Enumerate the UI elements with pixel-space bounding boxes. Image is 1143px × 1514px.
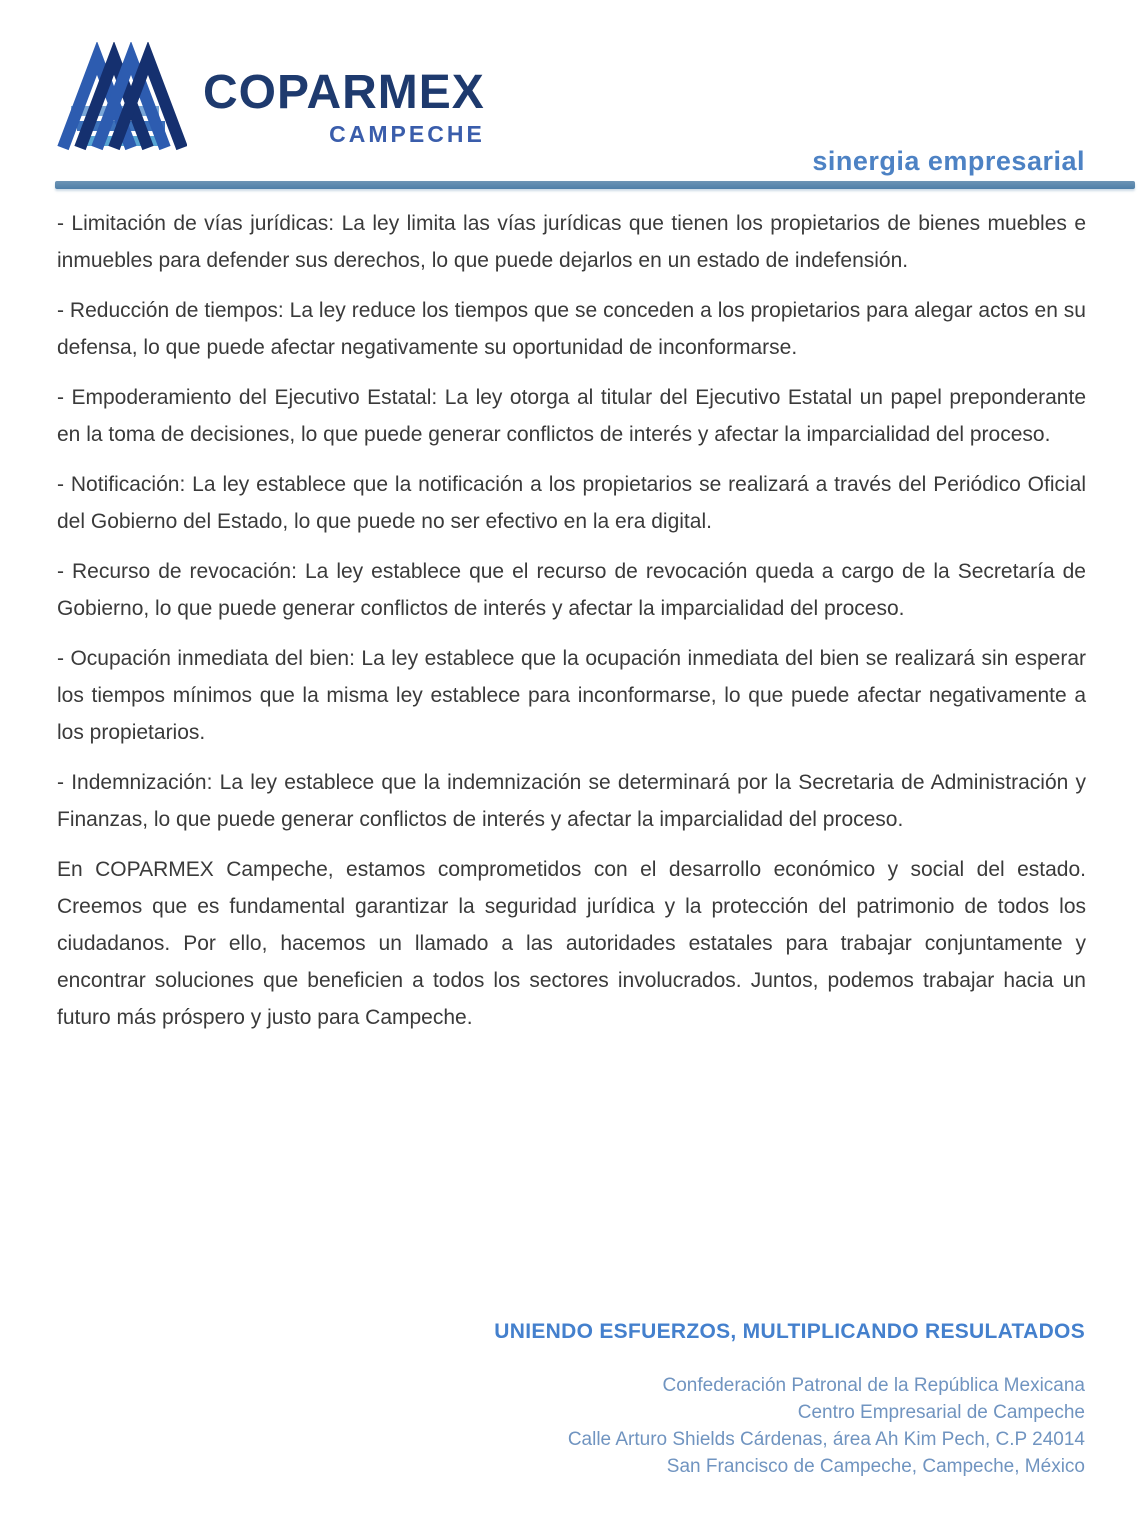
brand-sub-name: CAMPECHE [329,121,485,148]
brand-name: COPARMEX [203,66,485,119]
paragraph-limitacion-vias: - Limitación de vías jurídicas: La ley limita las vías jurídicas que tienen los propietarios de bienes muebles e inmuebles para defender sus derechos, lo que puede dejarlos en un estado de indefensión. [57,212,1086,272]
footer-slogan: UNIENDO ESFUERZOS, MULTIPLICANDO RESULATADOS [494,1320,1085,1343]
paragraph-reduccion-tiempos: - Reducción de tiempos: La ley reduce los tiempos que se conceden a los propietarios para alegar actos en su defensa, lo que puede afectar negativamente su oportunidad de inconformarse. [57,299,1086,359]
paragraph-indemnizacion: - Indemnización: La ley establece que la indemnización se determinará por la Secretaria de Administración y Finanzas, lo que puede generar conflictos de interés y afectar la imparcialidad del proceso. [57,771,1086,831]
paragraph-notificacion: - Notificación: La ley establece que la notificación a los propietarios se realizará a través del Periódico Oficial del Gobierno del Estado, lo que puede no ser efectivo en la era digital. [57,473,1086,533]
paragraph-cierre: En COPARMEX Campeche, estamos comprometidos con el desarrollo económico y social del estado. Creemos que es fundamental garantizar la seguridad jurídica y la protección del patrimonio de todos los ciudadanos. Por ello, hacemos un llamado a las autoridades estatales para trabajar conjuntamente y encontrar soluciones que beneficien a todos los sectores involucrados. Juntos, podemos trabajar hacia un futuro más próspero y justo para Campeche. [57,858,1086,1029]
paragraph-recurso-revocacion: - Recurso de revocación: La ley establece que el recurso de revocación queda a cargo de la Secretaría de Gobierno, lo que puede generar conflictos de interés y afectar la imparcialidad del proceso. [57,560,1086,620]
brand-block [203,68,485,148]
paragraph-ocupacion-inmediata: - Ocupación inmediata del bien: La ley establece que la ocupación inmediata del bien se realizará sin esperar los tiempos mínimos que la misma ley establece para inconformarse, lo que puede afectar negativamente a los propietarios. [57,647,1086,744]
header-divider-line [55,181,1135,189]
address-line-ciudad: San Francisco de Campeche, Campeche, México [666,1456,1085,1477]
address-line-confederacion: Confederación Patronal de la República Mexicana [662,1375,1085,1396]
address-line-calle: Calle Arturo Shields Cárdenas, área Ah Kim Pech, C.P 24014 [567,1429,1085,1450]
address-line-centro: Centro Empresarial de Campeche [797,1402,1085,1423]
letter-body [57,205,1086,1049]
coparmex-triangle-logo-icon [55,42,187,167]
paragraph-empoderamiento: - Empoderamiento del Ejecutivo Estatal: La ley otorga al titular del Ejecutivo Estatal un papel preponderante en la toma de decisiones, lo que puede generar conflictos de interés y afectar la imparcialidad del proceso. [57,386,1086,446]
brand-tagline: sinergia empresarial [812,146,1085,176]
footer-address-block [568,1372,1085,1480]
